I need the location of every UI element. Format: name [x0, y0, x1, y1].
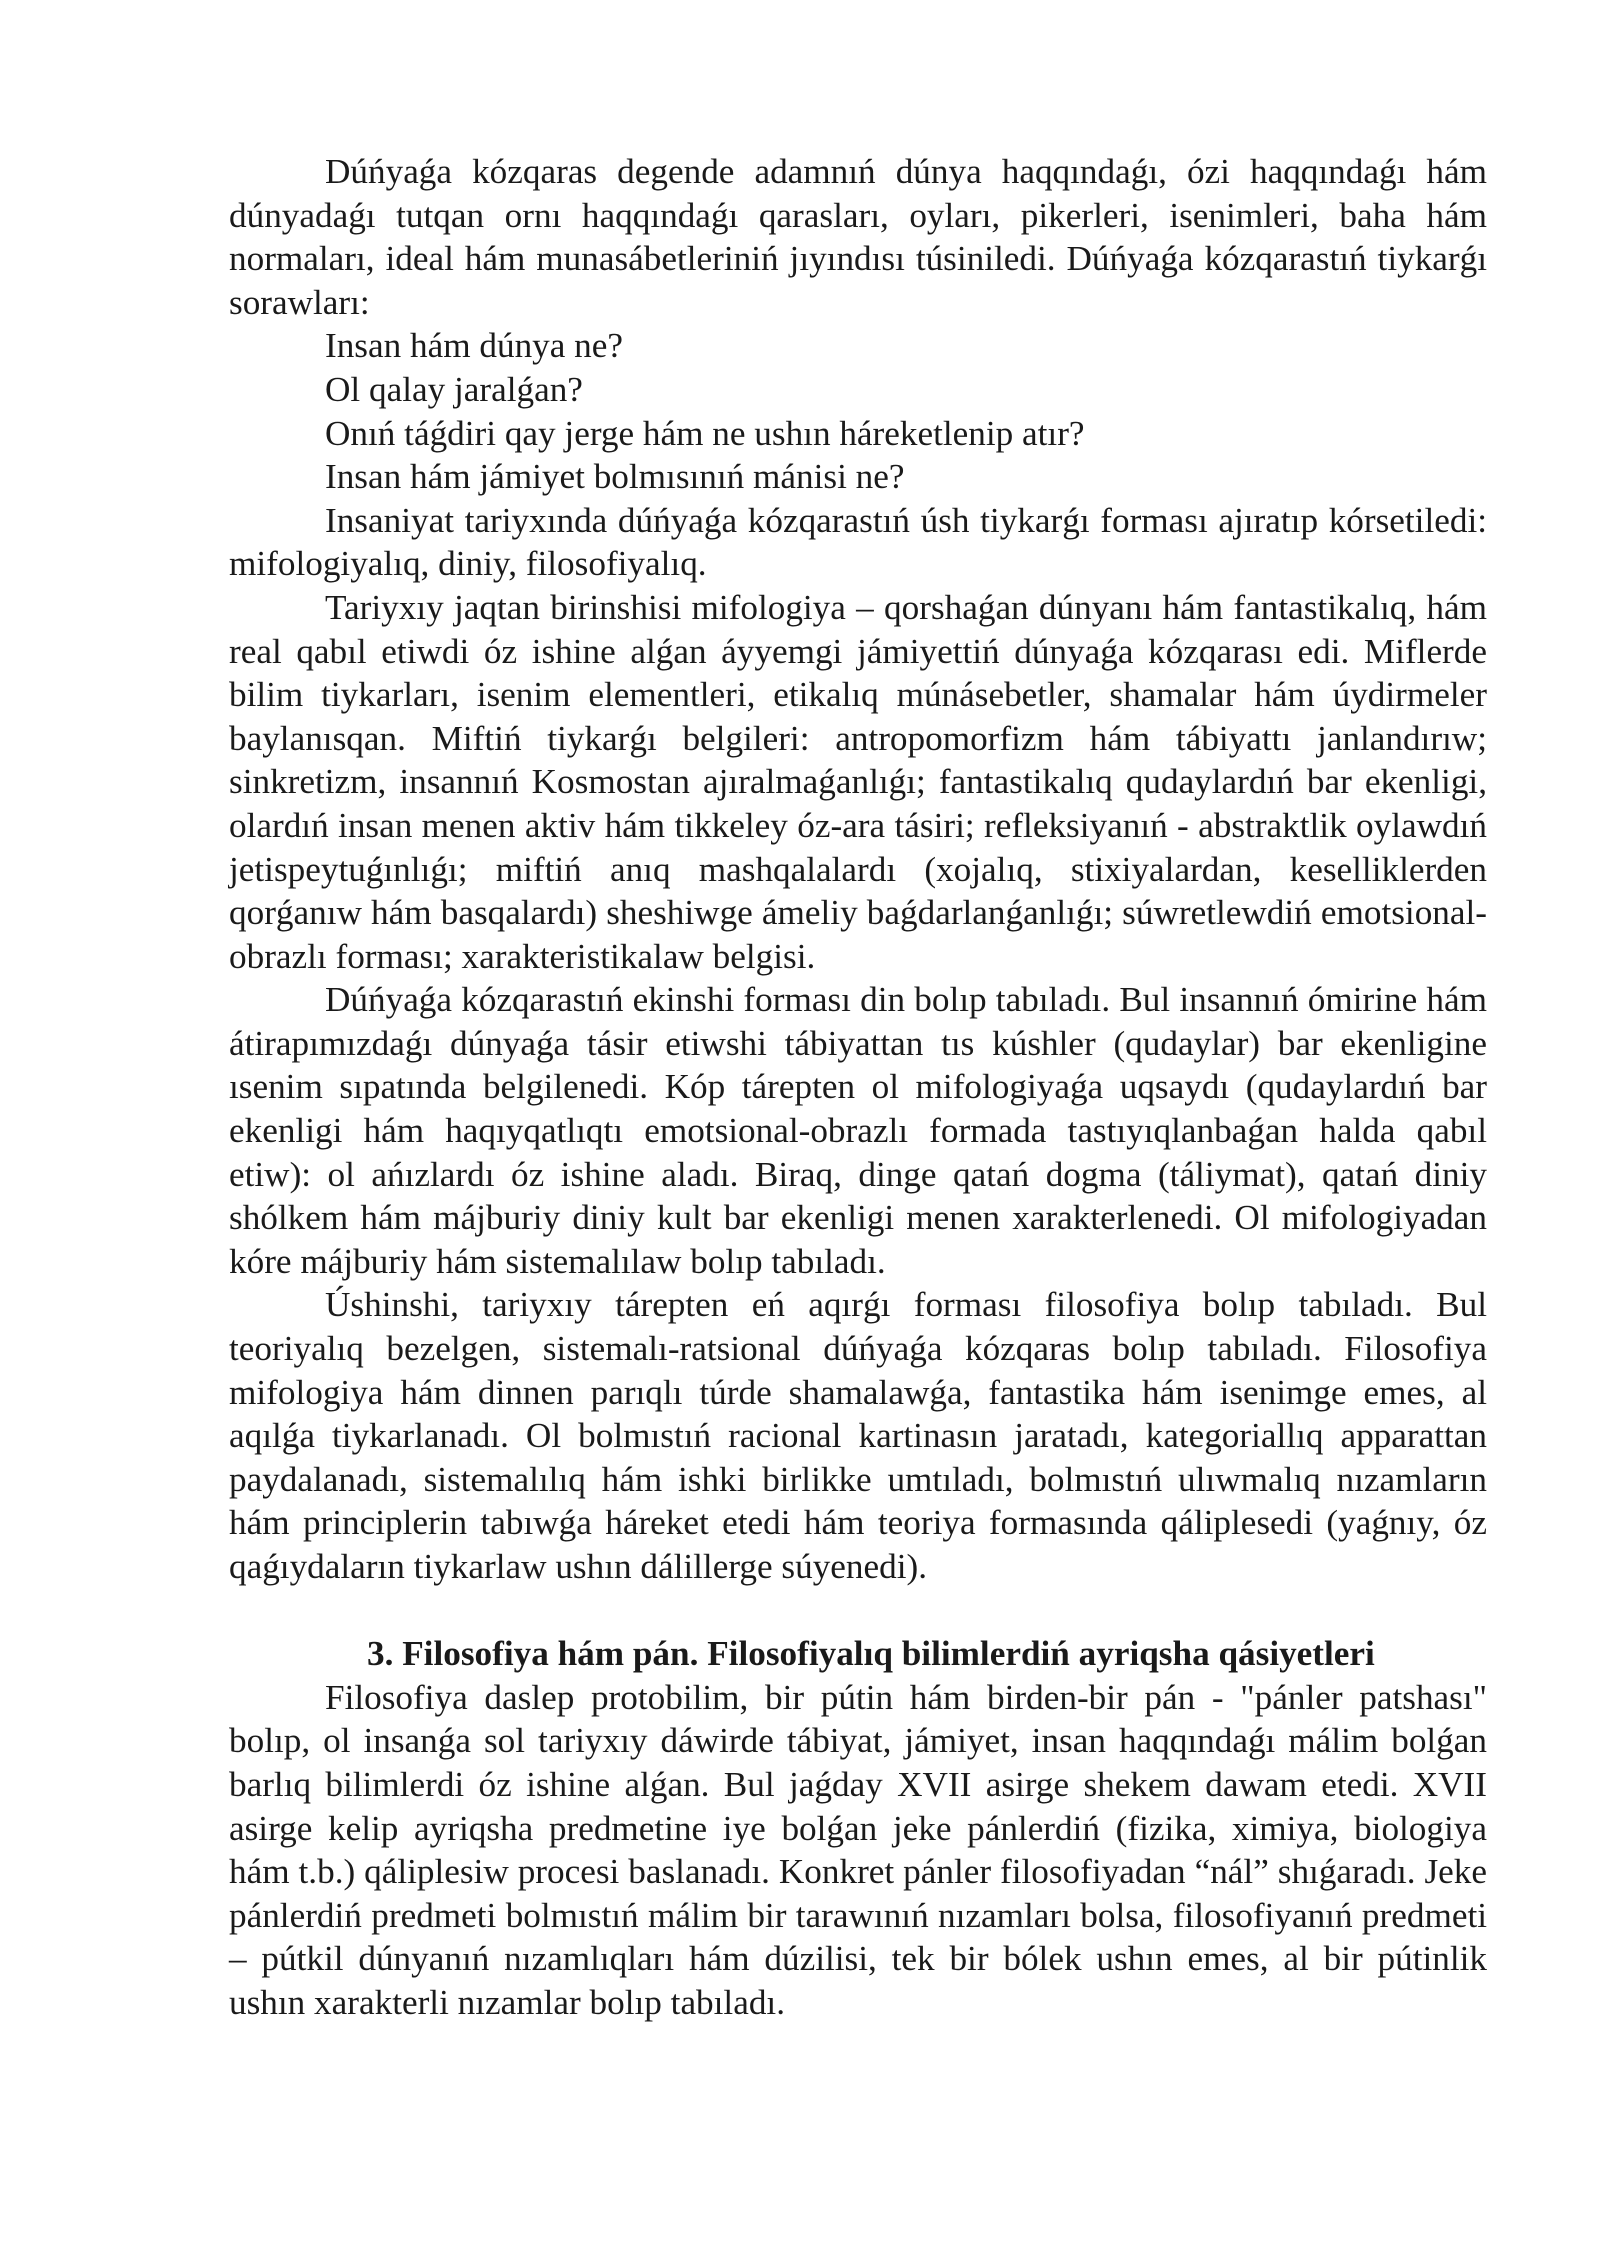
question-line: Onıń táǵdiri qay jerge hám ne ushın háreketlenip atır?: [325, 413, 1085, 453]
paragraph-philosophy-and-science: Filosofiya daslep protobilim, bir pútin hám birden-bir pán - "pánler patshası" bolıp, ol insanǵa sol tariyxıy dáwirde tábiyat, jámiyet, insan haqqındaǵı málim bolǵan barlıq bilimlerdi óz ishine alǵan. Bul jaǵday XVII asirge shekem dawam etedi. XVII asirge kelip ayriqsha predmetine iye bolǵan jeke pánlerdiń (fizika, ximiya, biologiya hám t.b.) qáliplesiw procesi baslanadı. Konkret pánler filosofiyadan “nál” shıǵaradı. Jeke pánlerdiń predmeti bolmıstıń málim bir tarawınıń nızamları bolsa, filosofiyanıń predmeti – pútkil dúnyanıń nızamlıqları hám dúzilisi, tek bir bólek ushın emes, al bir pútinlik ushın xarakterli nızamlar bolıp tabıladı.: [229, 1677, 1487, 2022]
paragraph-mythology: Tariyxıy jaqtan birinshisi mifologiya – qorshaǵan dúnyanı hám fantastikalıq, hám real qabıl etiwdi óz ishine alǵan áyyemgi jámiyettiń dúnyaǵa kózqarası edi. Miflerde bilim tiykarları, isenim elementleri, etikalıq múnásebetler, shamalar hám úydirmeler baylanısqan. Miftiń tiykarǵı belgileri: antropomorfizm hám tábiyattı janlandırıw; sinkretizm, insannıń Kosmostan ajıralmaǵanlıǵı; fantastikalıq qudaylardıń bar ekenligi, olardıń insan menen aktiv hám tikkeley óz-ara tásiri; refleksiyanıń - abstraktlik oylawdıń jetispeytuǵınlıǵı; miftiń anıq mashqalalardı (xojalıq, stixiyalardan, keselliklerden qorǵanıw hám basqalardı) sheshiwge ámeliy baǵdarlanǵanlıǵı; súwretlewdiń emotsional-obrazlı forması; xarakteristikalaw belgisi.: [229, 587, 1487, 976]
question-line: Ol qalay jaralǵan?: [325, 369, 583, 409]
paragraph-three-forms: Insaniyat tariyxında dúńyaǵa kózqarastıń úsh tiykarǵı forması ajıratıp kórsetiledi: mifologiyalıq, diniy, filosofiyalıq.: [229, 500, 1487, 584]
document-page: [229, 150, 1487, 2025]
section-heading: 3. Filosofiya hám pán. Filosofiyalıq bilimlerdiń ayriqsha qásiyetleri: [367, 1634, 1375, 1674]
paragraph-religion: Dúńyaǵa kózqarastıń ekinshi forması din bolıp tabıladı. Bul insannıń ómirine hám átirapımızdaǵı dúnyaǵa tásir etiwshi tábiyattan tıs kúshler (qudaylar) bar ekenligine ısenim sıpatında belgilenedi. Kóp tárepten ol mifologiyaǵa uqsaydı (qudaylardıń bar ekenligi hám haqıyqatlıqtı emotsional-obrazlı formada tastıyıqlanbaǵan halda qabıl etiw): ol ańızlardı óz ishine aladı. Biraq, dinge qatań dogma (táliymat), qatań diniy shólkem hám májburiy diniy kult bar ekenligi menen xarakterlenedi. Ol mifologiyadan kóre májburiy hám sistemalılaw bolıp tabıladı.: [229, 980, 1487, 1281]
paragraph-philosophy: Úshinshi, tariyxıy tárepten eń aqırǵı forması filosofiya bolıp tabıladı. Bul teoriyalıq bezelgen, sistemalı-ratsional dúńyaǵa kózqaras bolıp tabıladı. Filosofiya mifologiya hám dinnen parıqlı túrde shamalawǵa, fantastika hám isenimge emes, al aqılǵa tiykarlanadı. Ol bolmıstıń racional kartinasın jaratadı, kategoriallıq apparattan paydalanadı, sistemalılıq hám ishki birlikke umtıladı, bolmıstıń ulıwmalıq nızamların hám principlerin tabıwǵa háreket etedi hám teoriya formasında qáliplesedi (yaǵnıy, óz qaǵıydaların tiykarlaw ushın dálillerge súyenedi).: [229, 1285, 1487, 1586]
question-line: Insan hám jámiyet bolmısınıń mánisi ne?: [325, 457, 905, 497]
paragraph-worldview-definition: Dúńyaǵa kózqaras degende adamnıń dúnya haqqındaǵı, ózi haqqındaǵı hám dúnyadaǵı tutqan ornı haqqındaǵı qarasları, oyları, pikerleri, isenimleri, baha hám normaları, ideal hám munasábetleriniń jıyındısı túsiniledi. Dúńyaǵa kózqarastıń tiykarǵı sorawları:: [229, 152, 1487, 322]
question-line: Insan hám dúnya ne?: [325, 326, 624, 366]
